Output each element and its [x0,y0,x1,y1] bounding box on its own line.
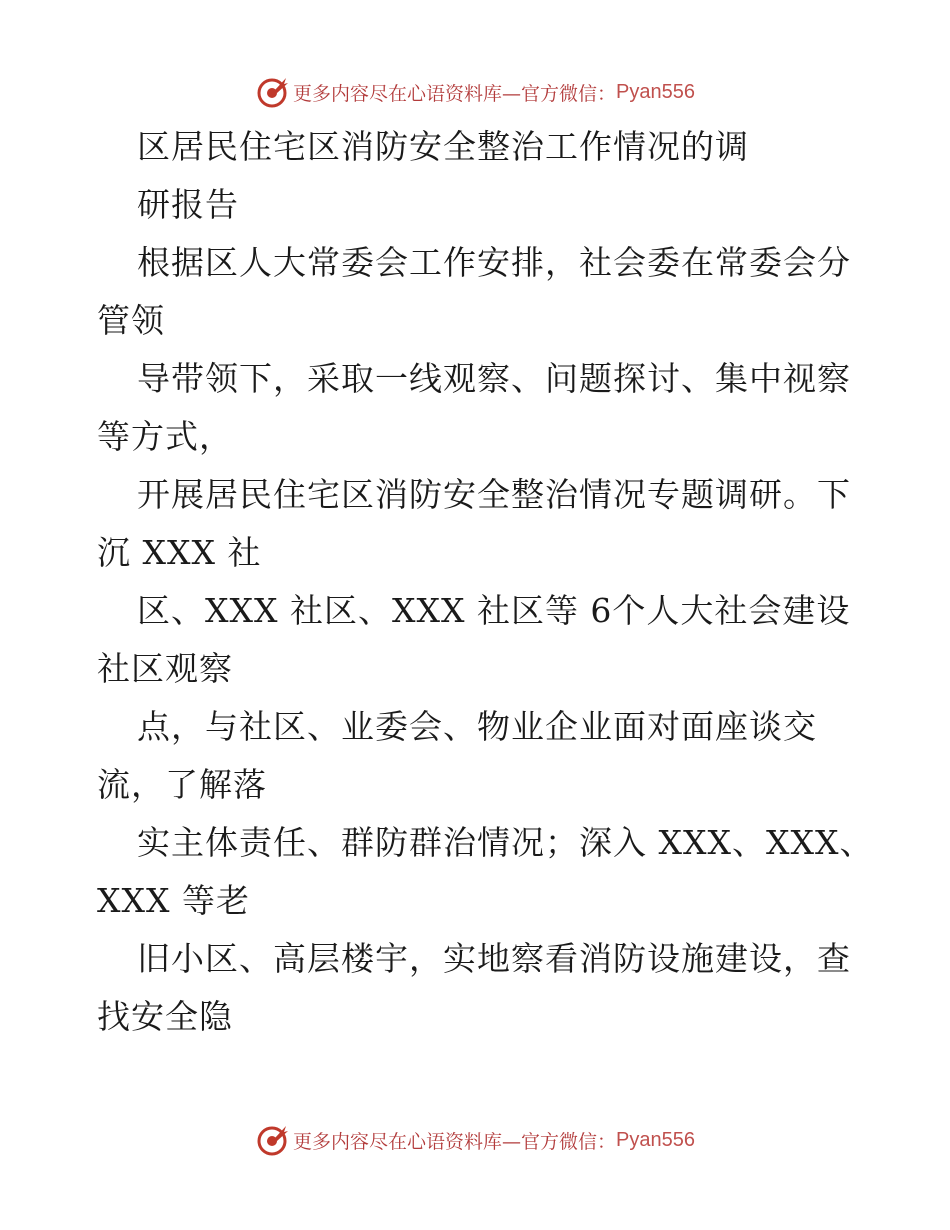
text-line: 沉 XXX 社 [97,533,262,572]
text-line: 流，了解落 [97,765,267,804]
header-banner [0,72,950,112]
text-line: 区居民住宅区消防安全整治工作情况的调 [137,127,749,166]
text-line: 管领 [97,301,165,340]
banner-wechat-id: Pyan556 [616,80,695,103]
text-line: 根据区人大常委会工作安排，社会委在常委会分 [137,243,851,282]
quill-logo-icon [255,1123,289,1157]
text-line: 找安全隐 [97,997,233,1036]
text-line: 导带领下，采取一线观察、问题探讨、集中视察 [137,359,851,398]
text-line: 旧小区、高层楼宇，实地察看消防设施建设，查 [137,939,851,978]
text-line: 点，与社区、业委会、物业企业面对面座谈交 [137,707,817,746]
text-line: 区、XXX 社区、XXX 社区等 6个人大社会建设 [137,591,851,630]
document-body [97,118,874,1046]
text-line: 研报告 [137,185,239,224]
text-line: 开展居民住宅区消防安全整治情况专题调研。下 [137,475,851,514]
text-line: 等方式， [97,417,233,456]
quill-logo-icon [255,75,289,109]
banner-text: 更多内容尽在心语资料库—官方微信： [293,1130,617,1153]
text-line: 社区观察 [97,649,233,688]
footer-banner [0,1120,950,1160]
banner-wechat-id: Pyan556 [616,1128,695,1151]
text-line: XXX 等老 [97,881,250,920]
banner-text: 更多内容尽在心语资料库—官方微信： [293,82,617,105]
text-line: 实主体责任、群防群治情况；深入 XXX、XXX、 [137,823,874,862]
